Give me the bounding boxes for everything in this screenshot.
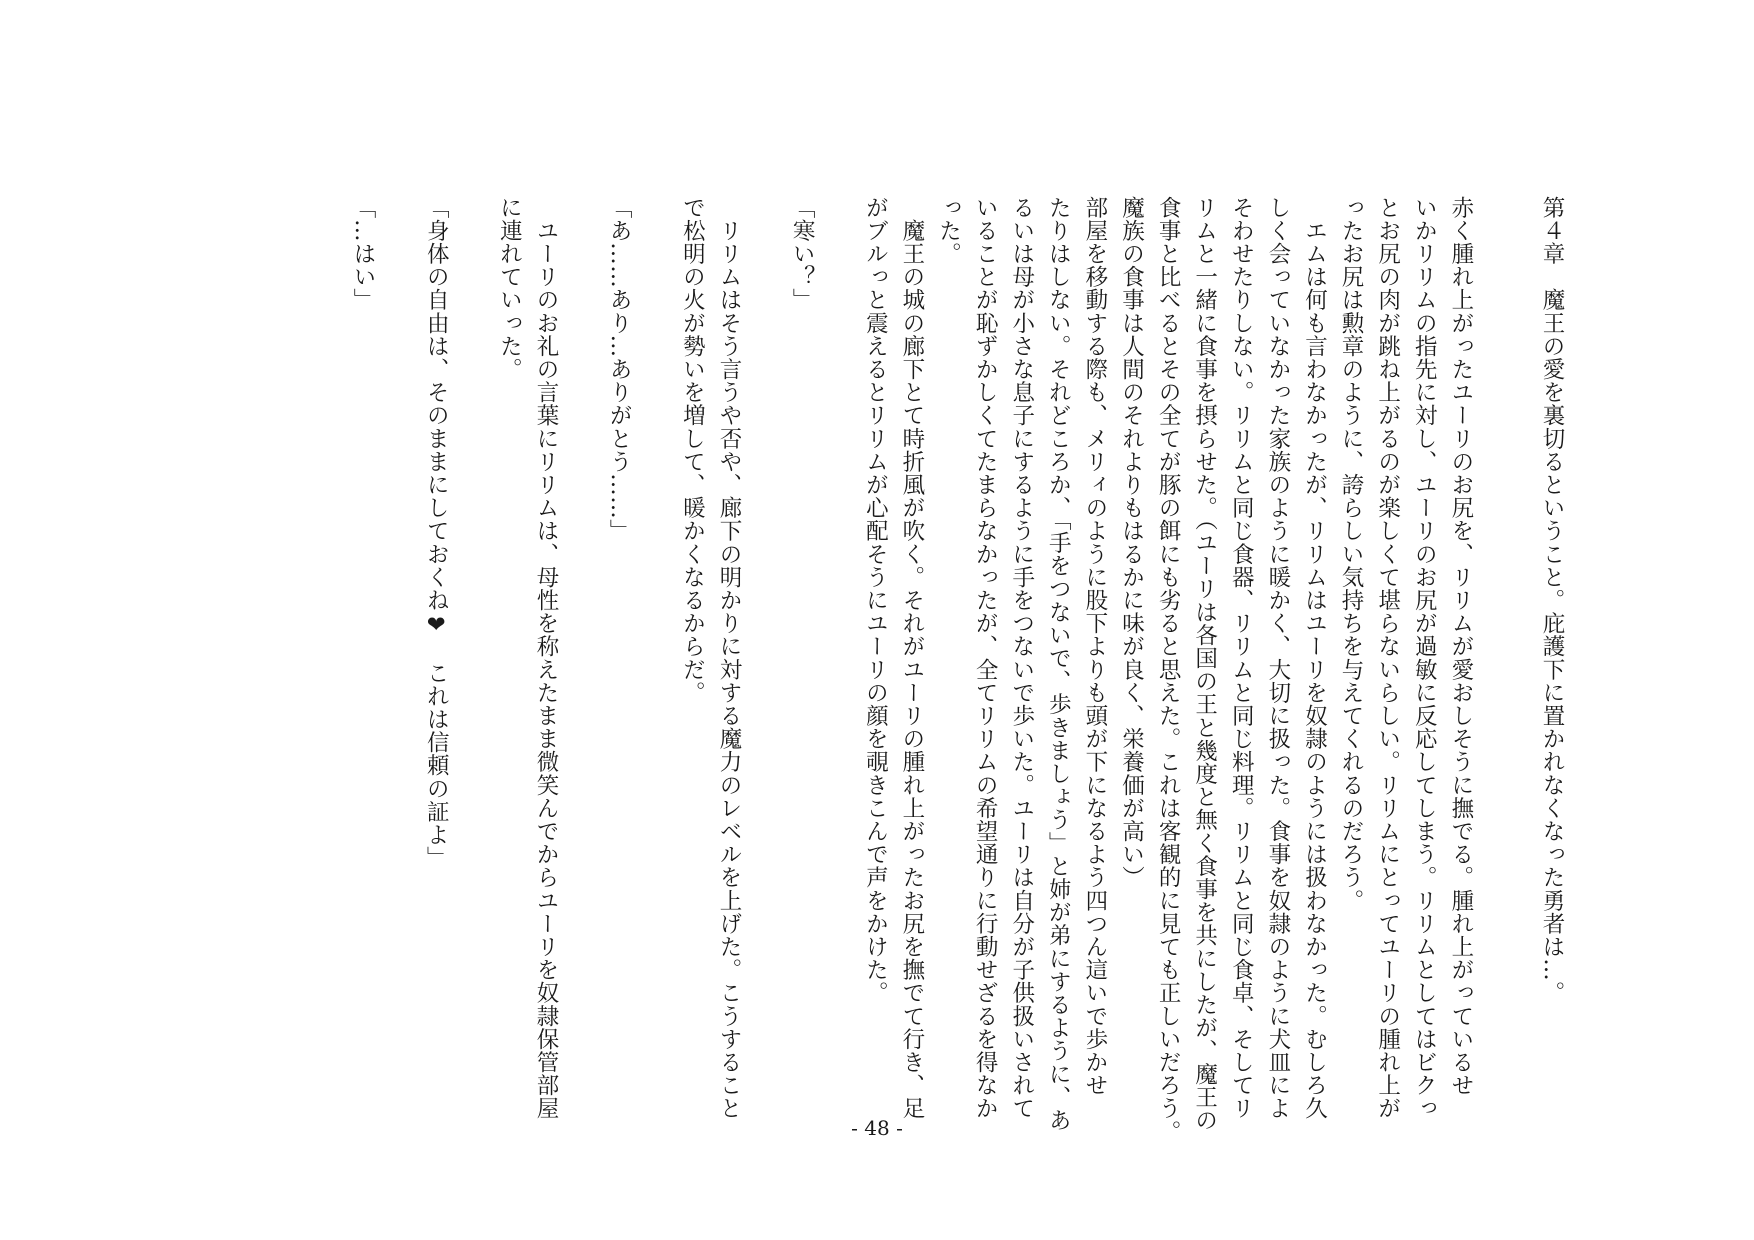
text-line: 部屋を移動する際も、メリィのように股下よりも頭が下になるよう四つん這いで歩かせ bbox=[1081, 196, 1108, 1097]
text-line: った。 bbox=[935, 196, 962, 266]
text-line: るいは母が小さな息子にするように手をつないで歩いた。ユーリは自分が子供扱いされて bbox=[1008, 196, 1035, 1120]
text-line: リムと一緒に食事を摂らせた。（ユーリは各国の王と幾度と無く食事を共にしたが、魔王の bbox=[1191, 196, 1218, 1132]
text-line: リリムはそう言うや否や、廊下の明かりに対する魔力のレベルを上げた。こうすること bbox=[715, 196, 742, 1120]
page-number: - 48 - bbox=[851, 1116, 903, 1140]
text-line: ユーリのお礼の言葉にリリムは、母性を称えたまま微笑んでからユーリを奴隷保管部屋 bbox=[532, 196, 559, 1120]
text-line: 食事と比べるとその全てが豚の餌にも劣ると思えた。これは客観的に見ても正しいだろう。 bbox=[1155, 196, 1182, 1144]
text-line: しく会っていなかった家族のように暖かく、大切に扱った。食事を奴隷のように犬皿によ bbox=[1264, 196, 1291, 1120]
dialogue-line: 「身体の自由は、そのままにしておくね❤ これは信頼の証よ」 bbox=[423, 196, 450, 870]
blank-line bbox=[637, 196, 674, 1096]
text-line: で松明の火が勢いを増して、暖かくなるからだ。 bbox=[679, 196, 706, 705]
chapter-title: 第４章 魔王の愛を裏切るということ。庇護下に置かれなくなった勇者は…。 bbox=[1539, 196, 1565, 1005]
text-line: いかリリムの指先に対し、ユーリのお尻が過敏に反応してしまう。リリムとしてはビクっ bbox=[1411, 196, 1438, 1120]
text-line: がブルっと震えるとリリムが心配そうにユーリの顔を覗きこんで声をかけた。 bbox=[862, 196, 889, 1005]
blank-line bbox=[564, 196, 601, 1096]
text-line bbox=[1479, 196, 1516, 1096]
blank-line bbox=[381, 196, 418, 1096]
blank-line bbox=[820, 196, 857, 1096]
text-line: 魔王の城の廊下とて時折風が吹く。それがユーリの腫れ上がったお尻を撫でて行き、足 bbox=[898, 196, 925, 1120]
text-line: いることが恥ずかしくてたまらなかったが、全てリリムの希望通りに行動せざるを得なか bbox=[972, 196, 999, 1120]
dialogue-line: 「…はい」 bbox=[350, 196, 376, 312]
text-line: エムは何も言わなかったが、リリムはユーリを奴隷のようには扱わなかった。むしろ久 bbox=[1301, 196, 1328, 1120]
text-line: 魔族の食事は人間のそれよりもはるかに味が良く、栄養価が高い） bbox=[1118, 196, 1145, 889]
blank-line bbox=[747, 196, 784, 1096]
text-line: とお尻の肉が跳ね上がるのが楽しくて堪らないらしい。リリムにとってユーリの腫れ上が bbox=[1374, 196, 1401, 1120]
dialogue-line: 「寒い？」 bbox=[789, 196, 816, 312]
dialogue-line: 「あ……あり…ありがとう……」 bbox=[606, 196, 633, 543]
text-line: たりはしない。それどころか、「手をつないで、歩きましょう」と姉が弟にするように、あ bbox=[1045, 196, 1072, 1132]
text-line: ったお尻は勲章のように、誇らしい気持ちを与えてくれるのだろう。 bbox=[1338, 196, 1365, 913]
text-line: そわせたりしない。リリムと同じ食器、リリムと同じ料理。リリムと同じ食卓、そしてリ bbox=[1228, 196, 1255, 1120]
blank-line bbox=[454, 196, 491, 1096]
text-line: 赤く腫れ上がったユーリのお尻を、リリムが愛おしそうに撫でる。腫れ上がっているせ bbox=[1447, 196, 1474, 1097]
text-line: に連れていった。 bbox=[496, 196, 523, 381]
